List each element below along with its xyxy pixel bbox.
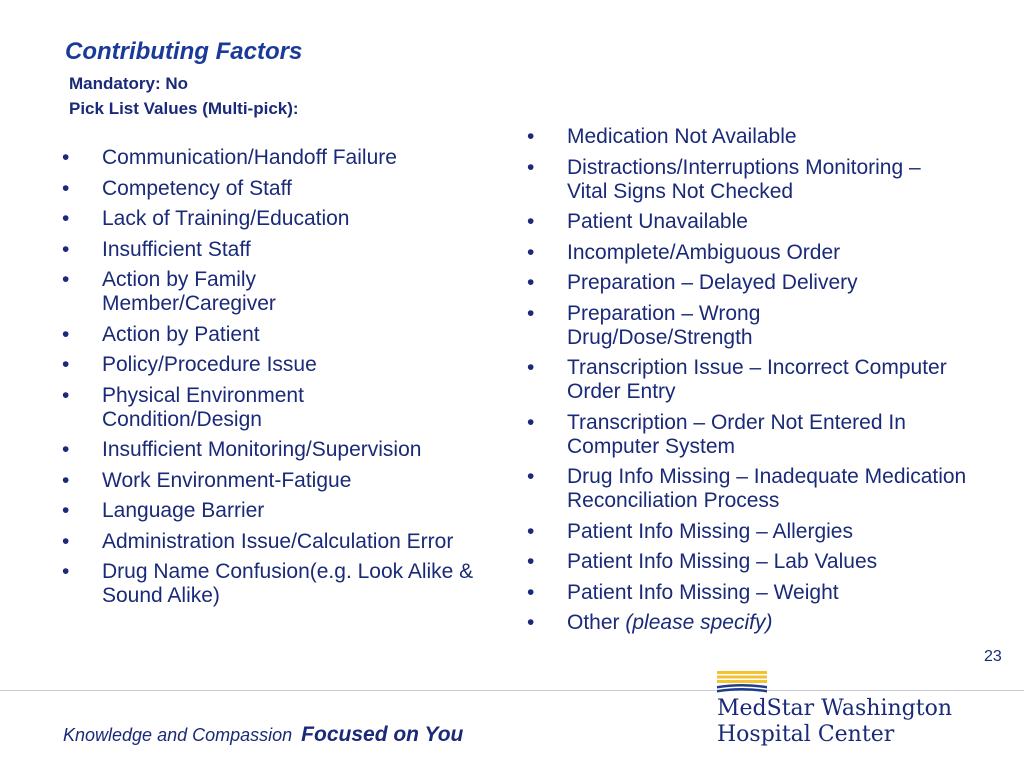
list-item: • Insufficient Monitoring/Supervision [62, 438, 502, 462]
list-item: • Language Barrier [62, 499, 502, 523]
list-item: • Policy/Procedure Issue [62, 353, 502, 377]
list-item: • Transcription – Order Not Entered In Computer System [527, 411, 987, 459]
slide-title: Contributing Factors [65, 38, 303, 65]
list-item: • Action by Family Member/Caregiver [62, 268, 322, 316]
list-item: • Communication/Handoff Failure [62, 146, 502, 170]
footer-divider [0, 690, 1024, 691]
list-item: • Medication Not Available [527, 125, 977, 149]
other-label: Other [567, 611, 620, 634]
pick-list-label: Pick List Values (Multi-pick): [69, 99, 299, 118]
left-factor-list [62, 146, 502, 615]
list-item: • Lack of Training/Education [62, 207, 502, 231]
medstar-logo-icon [717, 671, 767, 693]
mandatory-label: Mandatory: No [69, 74, 188, 93]
list-item: • Incomplete/Ambiguous Order [527, 241, 977, 265]
tagline-strong: Focused on You [301, 723, 464, 746]
list-item: • Physical Environment Condition/Design [62, 384, 362, 432]
list-item: • Distractions/Interruptions Monitoring – Vital Signs Not Checked [527, 156, 927, 204]
list-item: • Drug Name Confusion(e.g. Look Alike & Sound Alike) [62, 560, 482, 608]
list-item: • Administration Issue/Calculation Error [62, 530, 482, 554]
other-note: (please specify) [625, 611, 773, 634]
list-item: • Action by Patient [62, 323, 502, 347]
list-item: • Preparation – Delayed Delivery [527, 271, 977, 295]
logo-text [717, 696, 952, 748]
list-item-other [527, 611, 977, 635]
list-item: • Patient Info Missing – Lab Values [527, 550, 977, 574]
right-factor-list [527, 125, 977, 642]
list-item: • Drug Info Missing – Inadequate Medication Reconciliation Process [527, 465, 997, 513]
tagline-light: Knowledge and Compassion [63, 725, 293, 745]
footer-tagline [63, 723, 463, 747]
list-item: • Preparation – Wrong Drug/Dose/Strength [527, 302, 867, 350]
list-item: • Insufficient Staff [62, 238, 502, 262]
list-item: • Patient Unavailable [527, 210, 977, 234]
list-item: • Patient Info Missing – Weight [527, 581, 977, 605]
list-item: • Work Environment-Fatigue [62, 469, 502, 493]
logo-line-1: MedStar Washington [717, 696, 952, 721]
list-item: • Transcription Issue – Incorrect Computer Order Entry [527, 356, 957, 404]
logo-line-2: Hospital Center [717, 722, 895, 747]
list-item: • Competency of Staff [62, 177, 502, 201]
page-number: 23 [984, 648, 1002, 665]
list-item: • Patient Info Missing – Allergies [527, 520, 977, 544]
